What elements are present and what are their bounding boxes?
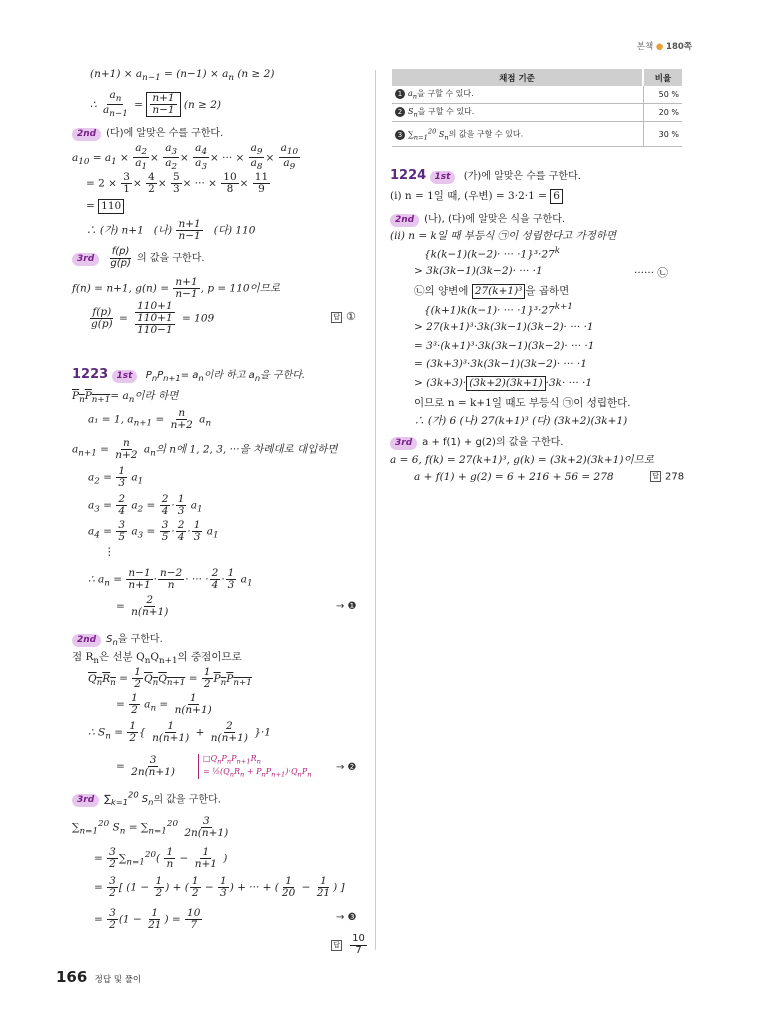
scoring-table: [392, 69, 682, 147]
line-1224-ii-8: > (3k+3)· (3k+2)(3k+1) ·3k· ··· ·1: [414, 377, 593, 389]
line-fn: f(n) = n+1, g(n) = $\frac{n+1}{n-1}$ , p = 110이므로: [72, 276, 280, 301]
line-1224-ii-9: 이므로 n = k+1일 때도 부등식 ㉠이 성립한다.: [414, 397, 631, 409]
page-reference: 본책 ● 180쪽: [636, 42, 692, 52]
line-a-sub: $a_{n+1}$ = $\frac{n}{n+2}$ $a_n$의 n에 1, 2, 3, ···을 차례대로 대입하면: [72, 437, 338, 462]
arrow-2: → ❷: [336, 762, 357, 773]
line-QR2: = $\frac{1}{2}$ $a_n$ = $\frac{1}{n(n+1)}$: [116, 692, 212, 717]
line-ratio: ∴ $\frac{a_n}{a_{n-1}}$ = $\frac{n+1}{n-1}$ (n ≥ 2): [90, 89, 222, 120]
note-trapezoid: $□Q_nP_nP_{n+1}R_n$ = $\frac{1}{2}(Q_nR_n + P_nP_{n+1})\cdot Q_nP_n$: [198, 754, 312, 779]
line-1224-answers: ∴ (가) 6 (나) 27(k+1)³ (다) (3k+2)(3k+1): [414, 415, 628, 427]
line-1224-ii-6: = 3³·(k+1)³·3k(3k−1)(3k−2)· ··· ·1: [414, 340, 595, 352]
table-row: 2 $S_n$을 구할 수 있다. 20 %: [392, 104, 682, 122]
table-head-criteria: 채점 기준: [392, 69, 643, 86]
ref-page: 180쪽: [666, 42, 692, 52]
arrow-1: → ❶: [336, 601, 357, 612]
line-sum3: = $\frac{3}{2}$ [ (1 − $\frac{1}{2}$ ) + ( $\frac{1}{2}$ − $\frac{1}{3}$ ) + ··· + ( $\frac{1}{20}$ − $\frac{1}{21}$ ) ]: [94, 875, 345, 900]
line-Sn: ∴ $S_n$ = $\frac{1}{2}$ { $\frac{1}{n(n+1)}$ + $\frac{2}{n(n+1)}$ }·1: [88, 720, 271, 745]
line-an: ∴ $a_n$ = $\frac{n-1}{n+1}$ · $\frac{n-2}{n}$ · ··· · $\frac{2}{4}$ · $\frac{1}{3}$ $a_1$: [88, 567, 253, 592]
line-a10-result: = 110: [86, 199, 124, 214]
line-1224-ii-5: > 27(k+1)³·3k(3k−1)(3k−2)· ··· ·1: [414, 321, 594, 333]
line-sum1: $\sum_{n=1}^{20}$ $S_n = \sum_{n=1}^{20}$ $\frac{3}{2n(n+1)}$: [72, 815, 229, 840]
column-divider: [375, 70, 376, 950]
line-QR: $Q_nR_n$ = $\frac{1}{2}$ $Q_nQ_{n+1}$ = $\frac{1}{2}$ $P_nP_{n+1}$: [88, 666, 252, 691]
answer-1223: 답 $\frac{10}{7}$: [331, 934, 368, 956]
arrow-3: → ❸: [336, 912, 357, 923]
page-number: 166: [56, 968, 88, 986]
footer-title: 정답 및 풀이: [94, 975, 142, 985]
line-a2: $a_2$ = $\frac{1}{3}$ $a_1$: [88, 465, 144, 490]
line-a3: $a_3$ = $\frac{2}{4}$ $a_2$ = $\frac{2}{4}$ · $\frac{1}{3}$ $a_1$: [88, 493, 203, 518]
table-row: 1 $a_n$을 구할 수 있다. 50 %: [392, 86, 682, 104]
mark-2: ······ ㉡: [634, 267, 668, 279]
step-3rd-1224: 3rd a + f(1) + g(2)의 값을 구한다.: [390, 433, 563, 450]
line-a10: $a_{10} = a_1$ × $\frac{a_2}{a_1}$ × $\frac{a_3}{a_2}$ × $\frac{a_4}{a_3}$ × ··· × $\frac{a_9}{a_8}$ × $\frac{a_{10}}{a_9}$: [72, 142, 299, 173]
line-a10-product: = 2 × $\frac{3}{1}$ × $\frac{4}{2}$ × $\frac{5}{3}$ × ··· × $\frac{10}{8}$ × $\frac{11}{9}$: [86, 171, 269, 196]
ref-label: 본책: [636, 42, 654, 52]
line-1224-3rd-2: a + f(1) + g(2) = 6 + 216 + 56 = 278: [414, 471, 614, 483]
table-row: 3 $\sum_{n=1}^{20}$ $S_n$의 값을 구할 수 있다. 30 %: [392, 122, 682, 147]
problem-1223-header: 1223 1st $P_nP_{n+1}= a_n$이라 하고 $a_n$을 구한다.: [72, 367, 306, 383]
line-recurrence: $(n+1) \times a_{n-1} = (n-1) \times a_n$ (n ≥ 2): [90, 68, 275, 84]
line-1224-3rd-1: a = 6, f(k) = 27(k+1)³, g(k) = (3k+2)(3k+1)이므로: [390, 454, 654, 466]
answer-1222: 답 ①: [331, 310, 356, 323]
line-1224-i: (ⅰ) n = 1일 때, (우변) = 3·2·1 = 6: [390, 188, 563, 204]
answer-1224: 답 278: [650, 471, 684, 483]
step-3rd-1222: 3rd $\frac{f(p)}{g(p)}$ 의 값을 구한다.: [72, 247, 205, 269]
line-1223-def: $P_nP_{n+1}= a_n$이라 하면: [72, 390, 179, 406]
line-1224-ii: (ⅱ) n = k일 때 부등식 ㉠이 성립한다고 가정하면: [390, 230, 617, 242]
vdots: ⋮: [104, 546, 115, 558]
problem-1224-header: 1224 1st (가)에 알맞은 수를 구한다.: [390, 168, 581, 183]
step-2nd-1223: 2nd $S_n$을 구한다.: [72, 630, 163, 647]
page-footer: [56, 968, 141, 986]
line-1224-ii-7: = (3k+3)³·3k(3k−1)(3k−2)· ··· ·1: [414, 358, 587, 370]
line-answers-1222: ∴ (가) n+1 (나) $\frac{n+1}{n-1}$ (다) 110: [86, 218, 256, 243]
step-3rd-1223: 3rd $\sum_{k=1}^{20}$ $S_n$의 값을 구한다.: [72, 790, 221, 807]
step-2nd-1222: 2nd (다)에 알맞은 수를 구한다.: [72, 124, 223, 141]
line-fp-gp: $\frac{f(p)}{g(p)}$ = $\frac{110+1}{\frac{110+1}{110-1}}$ = 109: [91, 300, 215, 337]
line-a4: $a_4$ = $\frac{3}{5}$ $a_3$ = $\frac{3}{5}$ · $\frac{2}{4}$ · $\frac{1}{3}$ $a_1$: [88, 519, 219, 544]
line-Sn-result: = $\frac{3}{2n(n+1)}$: [116, 754, 176, 779]
line-1224-ii-2: > 3k(3k−1)(3k−2)· ··· ·1: [414, 265, 543, 277]
line-an-result: = $\frac{2}{n(n+1)}$: [116, 594, 169, 619]
table-head-ratio: 비율: [643, 69, 682, 86]
line-sum2: = $\frac{3}{2}$ $\sum_{n=1}^{20}$( $\frac{1}{n}$ − $\frac{1}{n+1}$ ): [94, 846, 228, 871]
step-2nd-1224: 2nd (나), (다)에 알맞은 식을 구한다.: [390, 210, 565, 227]
line-1224-ii-1: {k(k−1)(k−2)· ··· $\cdot 1\}^3\cdot 27^k$: [424, 246, 561, 261]
line-sum4: = $\frac{3}{2}$ (1 − $\frac{1}{21}$ ) = $\frac{10}{7}$: [94, 907, 201, 932]
line-midpoint: 점 $R_n$은 선분 $Q_nQ_{n+1}$의 중점이므로: [72, 651, 242, 667]
line-a1: a₁ = 1, $a_{n+1}$ = $\frac{n}{n+2}$ $a_n$: [88, 407, 212, 432]
line-1224-ii-3: ㉡의 양변에 27(k+1)³ 을 곱하면: [414, 285, 570, 297]
line-1224-ii-4: {(k+1)k(k−1)· ··· $\cdot 1\}^3\cdot 27^{k+1}$: [424, 302, 573, 317]
